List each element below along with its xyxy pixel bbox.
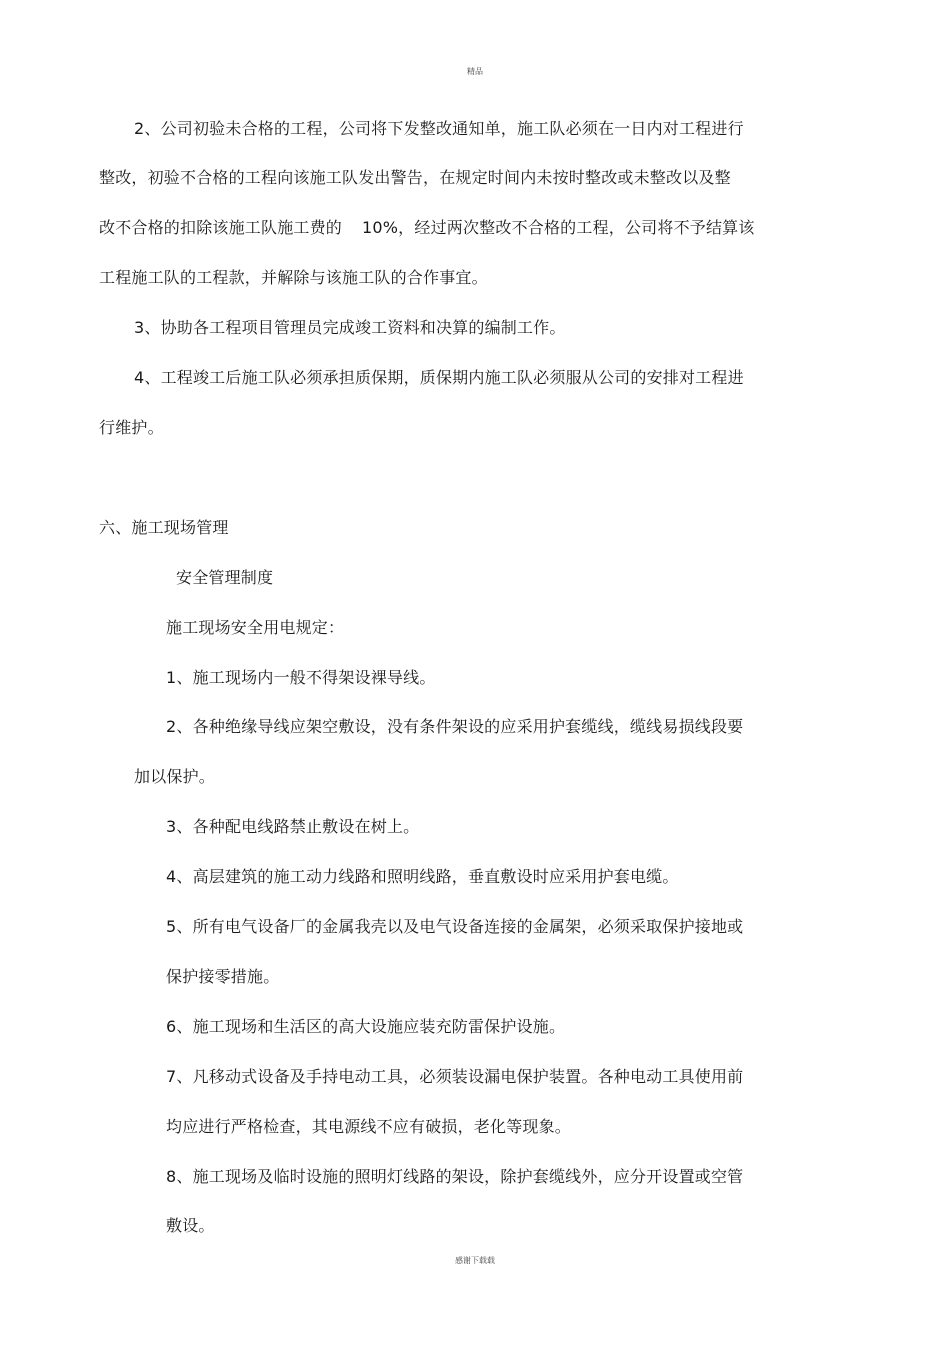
footer-watermark: 感谢下载载 <box>455 1256 495 1265</box>
item4-line2: 行维护。 <box>99 418 164 437</box>
rule-2-line1: 2、各种绝缘导线应架空敷设，没有条件架设的应采用护套缆线，缆线易损线段要 <box>166 717 744 736</box>
rule-1: 1、施工现场内一般不得架设裸导线。 <box>166 668 436 687</box>
rule-8-line2: 敷设。 <box>166 1216 215 1235</box>
item3-line1: 3、协助各工程项目管理员完成竣工资料和决算的编制工作。 <box>134 318 566 337</box>
item2-line4: 工程施工队的工程款，并解除与该施工队的合作事宜。 <box>99 268 488 287</box>
item2-line3-part-a: 改不合格的扣除该施工队施工费的 <box>99 218 343 237</box>
item2-line3-part-b: 10%，经过两次整改不合格的工程，公司将不予结算该 <box>362 218 755 237</box>
rule-5-line2: 保护接零措施。 <box>166 967 280 986</box>
rule-7-line2: 均应进行严格检查，其电源线不应有破损，老化等现象。 <box>166 1117 572 1136</box>
rule-8-line1: 8、施工现场及临时设施的照明灯线路的架设，除护套缆线外，应分开设置或空管 <box>166 1167 744 1186</box>
rule-2-line2: 加以保护。 <box>134 767 216 786</box>
section-subheading: 安全管理制度 <box>176 568 274 587</box>
rule-3: 3、各种配电线路禁止敷设在树上。 <box>166 817 420 836</box>
rule-5-line1: 5、所有电气设备厂的金属我壳以及电气设备连接的金属架，必须采取保护接地或 <box>166 917 744 936</box>
header-watermark: 精品 <box>467 67 483 76</box>
rule-4: 4、高层建筑的施工动力线路和照明线路，垂直敷设时应采用护套电缆。 <box>166 867 679 886</box>
section-heading: 六、施工现场管理 <box>99 518 229 537</box>
rule-7-line1: 7、凡移动式设备及手持电动工具，必须装设漏电保护装置。各种电动工具使用前 <box>166 1067 744 1086</box>
rule-6: 6、施工现场和生活区的高大设施应装充防雷保护设施。 <box>166 1017 566 1036</box>
item2-line1: 2、公司初验未合格的工程，公司将下发整改通知单，施工队必须在一日内对工程进行 <box>134 119 744 138</box>
item2-line3 <box>99 218 755 238</box>
section-intro: 施工现场安全用电规定： <box>166 618 345 637</box>
item4-line1: 4、工程竣工后施工队必须承担质保期，质保期内施工队必须服从公司的安排对工程进 <box>134 368 744 387</box>
item2-line2: 整改，初验不合格的工程向该施工队发出警告，在规定时间内未按时整改或未整改以及整 <box>99 168 731 187</box>
